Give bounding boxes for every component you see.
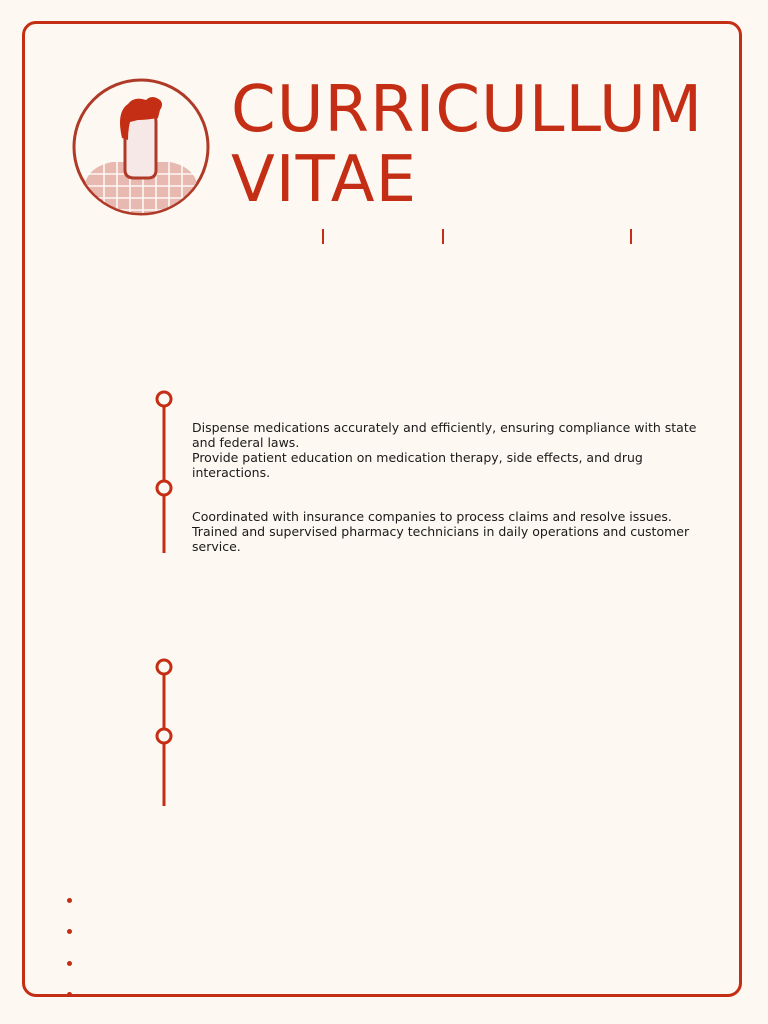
contact-separator: [630, 229, 632, 244]
contact-separator: [442, 229, 444, 244]
experience-entry-1: [192, 420, 722, 480]
experience-bullet: Dispense medications accurately and efficiently, ensuring compliance with state and federal laws.: [192, 420, 697, 450]
experience-entry-2: [192, 509, 722, 554]
list-bullet-icon: [67, 961, 72, 966]
list-bullet-icon: [67, 898, 72, 903]
list-bullet-icon: [67, 992, 72, 997]
contact-separator: [322, 229, 324, 244]
avatar-icon: [72, 78, 210, 216]
experience-bullet: Trained and supervised pharmacy technicians in daily operations and customer service.: [192, 524, 690, 554]
page-title-line-1: CURRICULLUM: [231, 73, 704, 147]
page-title-line-2: VITAE: [231, 143, 417, 217]
list-bullet-icon: [67, 929, 72, 934]
experience-bullet: Provide patient education on medication therapy, side effects, and drug interactions.: [192, 450, 643, 480]
experience-bullet: Coordinated with insurance companies to process claims and resolve issues.: [192, 509, 672, 524]
